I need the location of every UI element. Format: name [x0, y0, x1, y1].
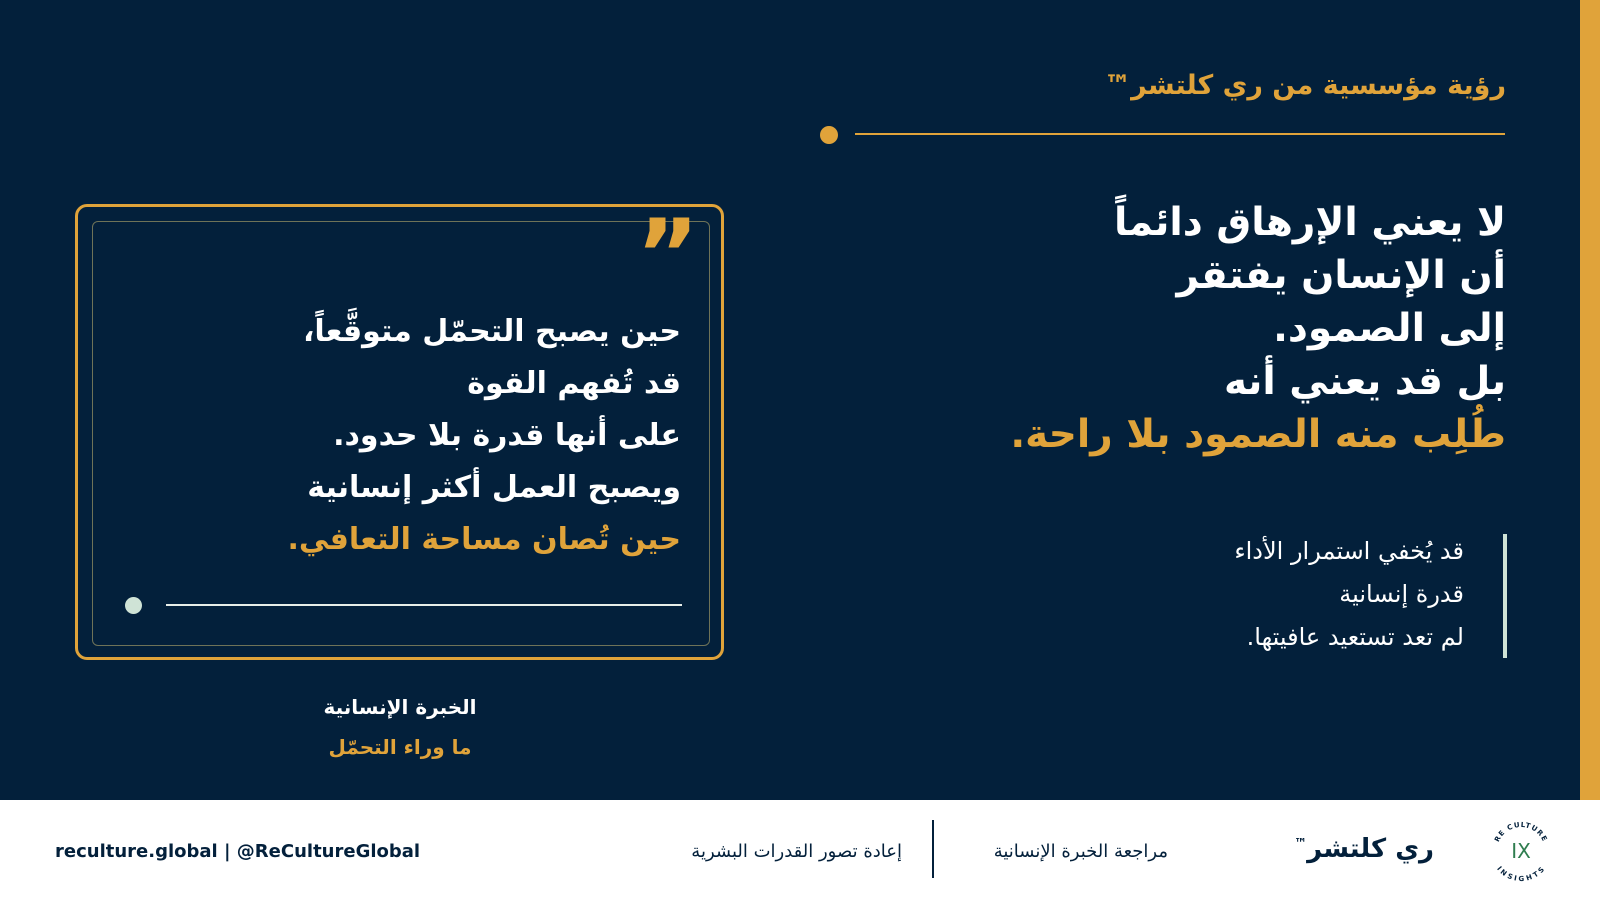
headline [1010, 196, 1506, 461]
footer-tagline-left: إعادة تصور القدرات البشرية [691, 841, 902, 862]
quote-line: ويصبح العمل أكثر إنسانية [307, 470, 681, 505]
brand-trademark: ™ [1294, 836, 1308, 852]
headline-line: إلى الصمود. [1273, 306, 1506, 351]
quote-line: حين يصبح التحمّل متوقَّعاً، [302, 314, 681, 349]
footer-website-link[interactable]: reculture.global | @ReCultureGlobal [55, 841, 421, 862]
caption-subtitle: ما وراء التحمّل [328, 735, 472, 759]
caption-title: الخبرة الإنسانية [323, 695, 477, 719]
logo-text-bottom: INSIGHTS [1495, 864, 1547, 884]
quote-text [288, 306, 681, 566]
accent-bar [1580, 0, 1600, 800]
quote-mark-icon: ” [636, 199, 700, 311]
footer-brand-name [1294, 834, 1434, 864]
footer-divider [932, 820, 934, 878]
headline-line: أن الإنسان يفتقر [1176, 253, 1506, 298]
reculture-insights-logo-icon [1487, 817, 1555, 885]
logo-mark: IX [1511, 839, 1531, 863]
quote-dot [125, 597, 142, 614]
svg-text:INSIGHTS [1495, 865, 1546, 883]
kicker-rule [855, 133, 1505, 135]
note-rule [1503, 534, 1507, 658]
headline-highlight: طُلِب منه الصمود بلا راحة. [1010, 412, 1506, 457]
brand-text: ري كلتشر [1307, 834, 1434, 864]
quote-line: على أنها قدرة بلا حدود. [333, 418, 681, 453]
headline-line: بل قد يعني أنه [1224, 359, 1506, 404]
quote-highlight: حين تُصان مساحة التعافي. [287, 522, 681, 557]
footer [0, 800, 1600, 900]
kicker-label: رؤية مؤسسية من ري كلتشر™ [1104, 70, 1506, 101]
side-note [1234, 530, 1464, 659]
headline-line: لا يعني الإرهاق دائماً [1113, 200, 1506, 245]
note-line: قد يُخفي استمرار الأداء [1234, 537, 1464, 565]
quote-rule [166, 604, 682, 606]
note-line: قدرة إنسانية [1339, 580, 1464, 608]
note-line: لم تعد تستعيد عافيتها. [1246, 623, 1464, 651]
quote-line: قد تُفهم القوة [467, 366, 681, 401]
kicker-dot [820, 126, 838, 144]
logo-text-top: RE CULTURE [1493, 820, 1549, 844]
footer-tagline-right: مراجعة الخبرة الإنسانية [993, 841, 1168, 862]
